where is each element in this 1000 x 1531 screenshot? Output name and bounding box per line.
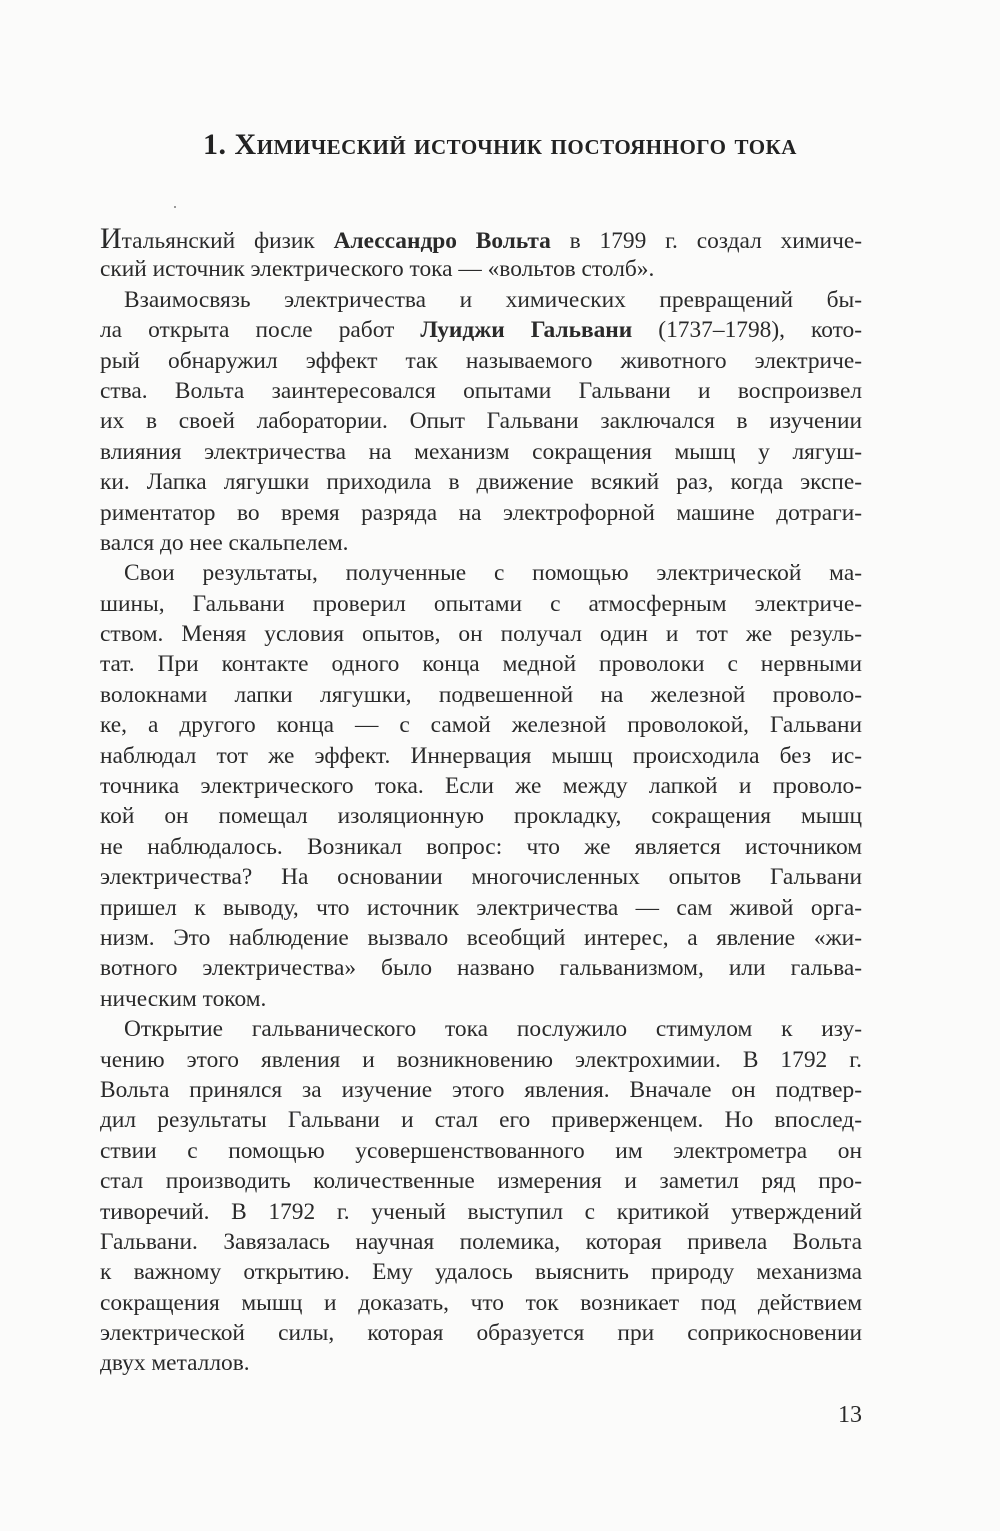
drop-cap: И: [100, 224, 122, 255]
text-line: волокнами лапки лягушки, подвешенной на железной проволо-: [100, 681, 862, 708]
text-line: ством. Меняя условия опытов, он получал один и тот же резуль-: [100, 621, 862, 648]
text-line: Взаимосвязь электричества и химических превращений бы-: [124, 286, 862, 313]
text-line: ства. Вольта заинтересовался опытами Гальвани и воспроизвел: [100, 377, 862, 404]
text-line: тат. При контакте одного конца медной проволоки с нервными: [100, 651, 862, 678]
text-line: ки. Лапка лягушки приходила в движение всякий раз, когда экспе-: [100, 469, 862, 496]
text-line: ке, а другого конца — с самой железной проволокой, Гальвани: [100, 712, 862, 739]
text-line: двух металлов.: [100, 1350, 250, 1377]
text-line: риментатор во время разряда на электрофорной машине дотраги-: [100, 499, 862, 526]
text-line: электрической силы, которая образуется при соприкосновении: [100, 1320, 862, 1347]
paragraph-4: [100, 1014, 862, 1379]
text-line: тиворечий. В 1792 г. ученый выступил с критикой утверждений: [100, 1198, 862, 1225]
text-line: чению этого явления и возникновению электрохимии. В 1792 г.: [100, 1046, 862, 1073]
text-line: пришел к выводу, что источник электричества — сам живой орга-: [100, 894, 862, 921]
text-run: (1737–1798), кото-: [632, 317, 862, 344]
text-line: электричества? На основании многочисленных опытов Гальвани: [100, 864, 862, 891]
text-line: не наблюдалось. Возникал вопрос: что же является источником: [100, 833, 862, 860]
text-line: вался до нее скальпелем.: [100, 529, 349, 556]
text-line: Гальвани. Завязалась научная полемика, которая привела Вольта: [100, 1228, 862, 1255]
paragraph-1: [100, 224, 862, 285]
text-line: ническим током.: [100, 985, 267, 1012]
chapter-heading: 1. Химический источник постоянного тока: [203, 128, 797, 161]
page-number: 13: [838, 1402, 862, 1428]
text-line: ствии с помощью усовершенствованного им электрометра он: [100, 1137, 862, 1164]
text-line: низм. Это наблюдение вызвало всеобщий интерес, а явление «жи-: [100, 924, 862, 951]
text-line: влияния электричества на механизм сокращения мышц у лягуш-: [100, 438, 862, 465]
body-text: [100, 224, 862, 1379]
text-line: рый обнаружил эффект так называемого животного электриче-: [100, 347, 862, 374]
text-run: ла открыта после работ: [100, 317, 421, 344]
text-line: шины, Гальвани проверил опытами с атмосферным электриче-: [100, 590, 862, 617]
text-line: кой он помещал изоляционную прокладку, сокращения мышц: [100, 803, 862, 830]
text-line: [100, 315, 862, 345]
text-line: дил результаты Гальвани и стал его приверженцем. Но впослед-: [100, 1107, 862, 1134]
paragraph-2: [100, 285, 862, 559]
person-name-bold: Алессандро Вольта: [333, 228, 551, 254]
text-line: ский источник электрического тока — «вольтов столб».: [100, 256, 655, 283]
text-line: их в своей лаборатории. Опыт Гальвани заключался в изучении: [100, 408, 862, 435]
text-run: тальянский физик: [121, 228, 334, 254]
text-line: к важному открытию. Ему удалось выяснить природу механизма: [100, 1259, 862, 1286]
text-run: в 1799 г. создал химиче-: [550, 228, 862, 254]
text-line: точника электрического тока. Если же между лапкой и проволо-: [100, 773, 862, 800]
text-line: наблюдал тот же эффект. Иннервация мышц происходила без ис-: [100, 742, 862, 769]
text-line: стал производить количественные измерения и заметил ряд про-: [100, 1168, 862, 1195]
text-line: [100, 224, 862, 254]
person-name-bold: Луиджи Гальвани: [420, 317, 633, 344]
text-line: Открытие гальванического тока послужило стимулом к изу-: [124, 1016, 862, 1043]
paragraph-3: [100, 558, 862, 1014]
text-line: вотного электричества» было названо гальванизмом, или гальва-: [100, 955, 862, 982]
speck-mark: [174, 206, 176, 208]
text-line: Вольта принялся за изучение этого явления. Вначале он подтвер-: [100, 1076, 862, 1103]
text-line: Свои результаты, полученные с помощью электрической ма-: [124, 560, 862, 587]
text-line: сокращения мышц и доказать, что ток возникает под действием: [100, 1289, 862, 1316]
